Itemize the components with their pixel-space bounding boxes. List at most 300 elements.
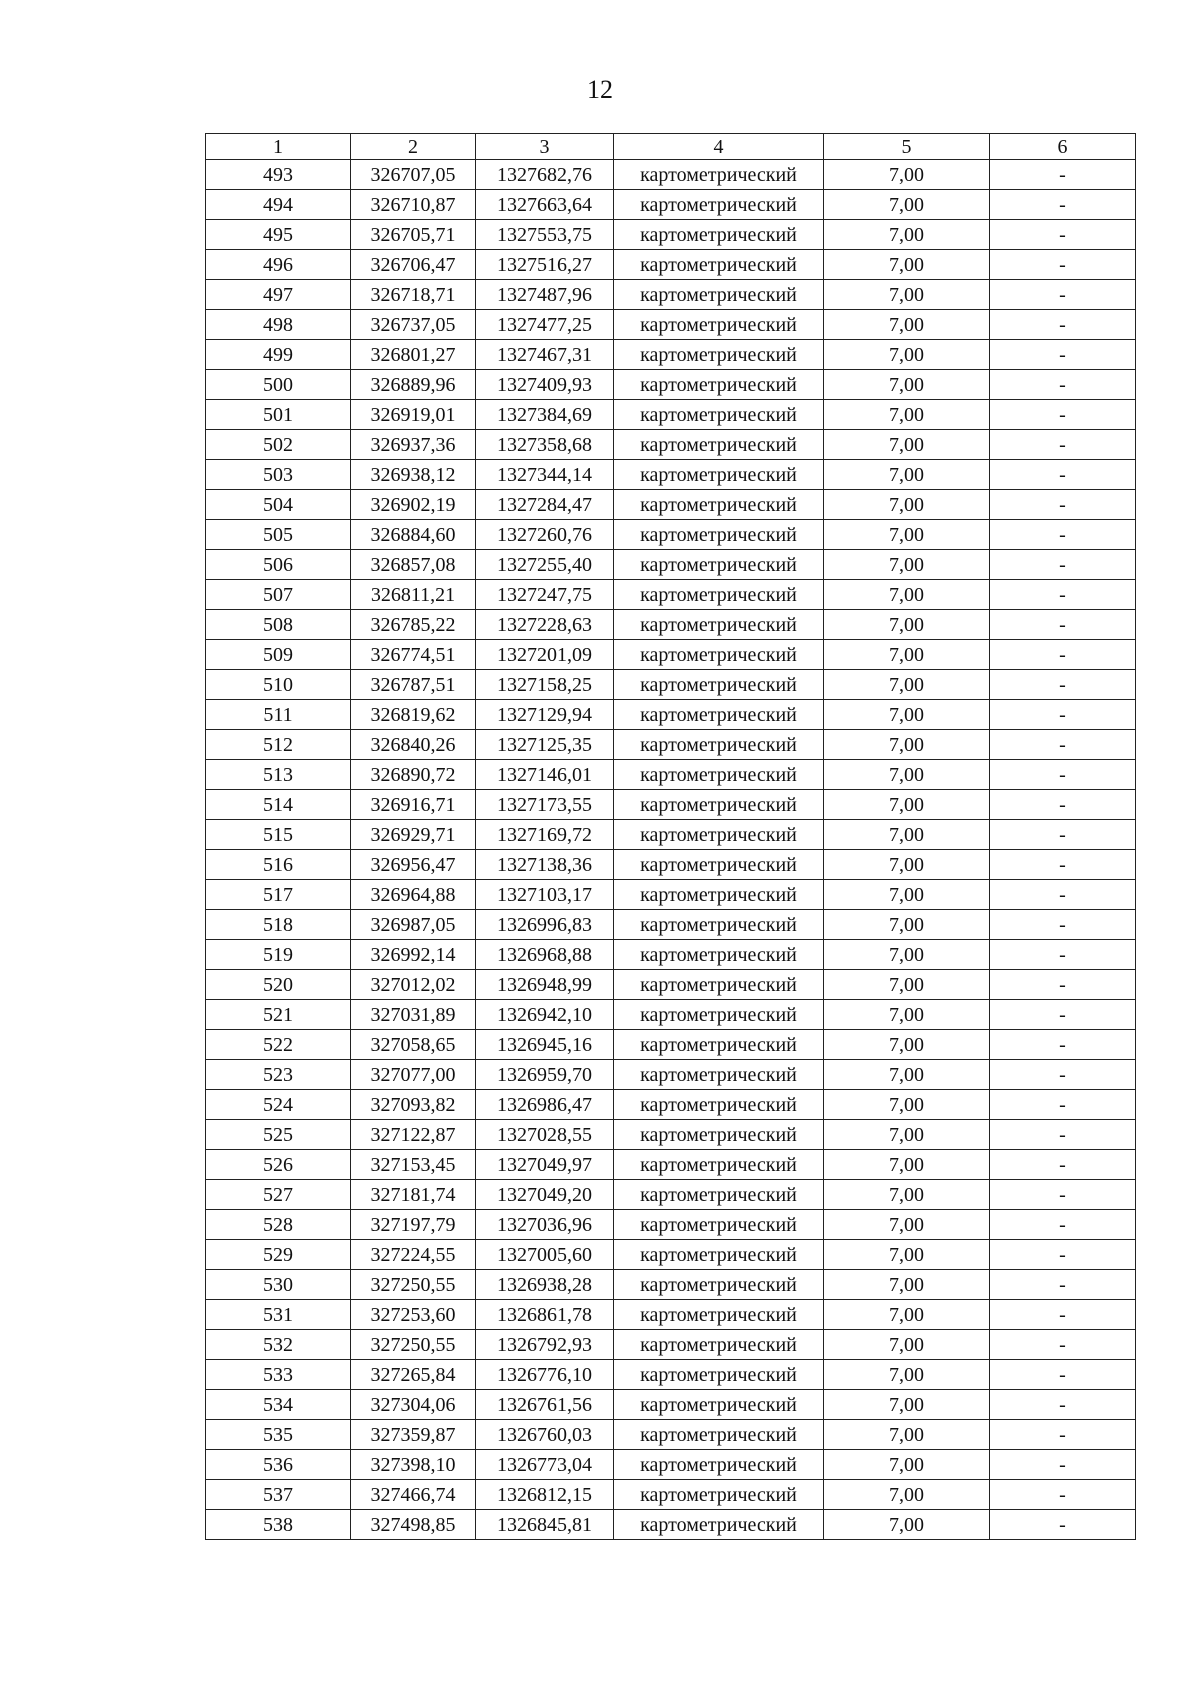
y-coordinate-cell: 1327284,47 — [476, 490, 614, 520]
description-cell: - — [990, 940, 1136, 970]
x-coordinate-cell: 326964,88 — [351, 880, 476, 910]
x-coordinate-cell: 327012,02 — [351, 970, 476, 1000]
point-number-cell: 534 — [206, 1390, 351, 1420]
table-row — [206, 1360, 1136, 1390]
method-cell: картометрический — [614, 1210, 824, 1240]
method-cell: картометрический — [614, 340, 824, 370]
point-number-cell: 528 — [206, 1210, 351, 1240]
accuracy-cell: 7,00 — [824, 820, 990, 850]
method-cell: картометрический — [614, 790, 824, 820]
description-cell: - — [990, 1420, 1136, 1450]
table-row — [206, 1150, 1136, 1180]
point-number-cell: 494 — [206, 190, 351, 220]
method-cell: картометрический — [614, 880, 824, 910]
method-cell: картометрический — [614, 430, 824, 460]
table-row — [206, 490, 1136, 520]
table-row — [206, 1390, 1136, 1420]
point-number-cell: 525 — [206, 1120, 351, 1150]
y-coordinate-cell: 1327169,72 — [476, 820, 614, 850]
table-row — [206, 220, 1136, 250]
accuracy-cell: 7,00 — [824, 340, 990, 370]
y-coordinate-cell: 1327384,69 — [476, 400, 614, 430]
y-coordinate-cell: 1327049,20 — [476, 1180, 614, 1210]
x-coordinate-cell: 327153,45 — [351, 1150, 476, 1180]
x-coordinate-cell: 326819,62 — [351, 700, 476, 730]
x-coordinate-cell: 326916,71 — [351, 790, 476, 820]
x-coordinate-cell: 326929,71 — [351, 820, 476, 850]
accuracy-cell: 7,00 — [824, 250, 990, 280]
method-cell: картометрический — [614, 1450, 824, 1480]
method-cell: картометрический — [614, 490, 824, 520]
accuracy-cell: 7,00 — [824, 1000, 990, 1030]
table-row — [206, 790, 1136, 820]
point-number-cell: 497 — [206, 280, 351, 310]
y-coordinate-cell: 1327103,17 — [476, 880, 614, 910]
y-coordinate-cell: 1327228,63 — [476, 610, 614, 640]
accuracy-cell: 7,00 — [824, 1270, 990, 1300]
table-row — [206, 610, 1136, 640]
x-coordinate-cell: 326902,19 — [351, 490, 476, 520]
method-cell: картометрический — [614, 760, 824, 790]
y-coordinate-cell: 1327516,27 — [476, 250, 614, 280]
point-number-cell: 535 — [206, 1420, 351, 1450]
point-number-cell: 516 — [206, 850, 351, 880]
description-cell: - — [990, 1090, 1136, 1120]
method-cell: картометрический — [614, 190, 824, 220]
accuracy-cell: 7,00 — [824, 730, 990, 760]
x-coordinate-cell: 326840,26 — [351, 730, 476, 760]
description-cell: - — [990, 190, 1136, 220]
table-row — [206, 280, 1136, 310]
y-coordinate-cell: 1326845,81 — [476, 1510, 614, 1540]
method-cell: картометрический — [614, 310, 824, 340]
x-coordinate-cell: 327466,74 — [351, 1480, 476, 1510]
point-number-cell: 531 — [206, 1300, 351, 1330]
description-cell: - — [990, 250, 1136, 280]
y-coordinate-cell: 1327477,25 — [476, 310, 614, 340]
description-cell: - — [990, 850, 1136, 880]
method-cell: картометрический — [614, 1090, 824, 1120]
x-coordinate-cell: 327077,00 — [351, 1060, 476, 1090]
y-coordinate-cell: 1326773,04 — [476, 1450, 614, 1480]
y-coordinate-cell: 1326776,10 — [476, 1360, 614, 1390]
x-coordinate-cell: 326705,71 — [351, 220, 476, 250]
x-coordinate-cell: 327250,55 — [351, 1330, 476, 1360]
method-cell: картометрический — [614, 400, 824, 430]
point-number-cell: 509 — [206, 640, 351, 670]
table-row — [206, 1120, 1136, 1150]
y-coordinate-cell: 1327255,40 — [476, 550, 614, 580]
table-row — [206, 340, 1136, 370]
table-row — [206, 460, 1136, 490]
accuracy-cell: 7,00 — [824, 700, 990, 730]
x-coordinate-cell: 326718,71 — [351, 280, 476, 310]
method-cell: картометрический — [614, 1390, 824, 1420]
description-cell: - — [990, 760, 1136, 790]
accuracy-cell: 7,00 — [824, 310, 990, 340]
point-number-cell: 504 — [206, 490, 351, 520]
method-cell: картометрический — [614, 280, 824, 310]
y-coordinate-cell: 1326968,88 — [476, 940, 614, 970]
accuracy-cell: 7,00 — [824, 280, 990, 310]
y-coordinate-cell: 1326938,28 — [476, 1270, 614, 1300]
point-number-cell: 518 — [206, 910, 351, 940]
accuracy-cell: 7,00 — [824, 1480, 990, 1510]
accuracy-cell: 7,00 — [824, 160, 990, 190]
accuracy-cell: 7,00 — [824, 220, 990, 250]
column-header: 6 — [990, 134, 1136, 160]
accuracy-cell: 7,00 — [824, 1450, 990, 1480]
table-row — [206, 820, 1136, 850]
accuracy-cell: 7,00 — [824, 1030, 990, 1060]
y-coordinate-cell: 1327028,55 — [476, 1120, 614, 1150]
description-cell: - — [990, 1480, 1136, 1510]
method-cell: картометрический — [614, 820, 824, 850]
y-coordinate-cell: 1327005,60 — [476, 1240, 614, 1270]
description-cell: - — [990, 1030, 1136, 1060]
accuracy-cell: 7,00 — [824, 880, 990, 910]
table-row — [206, 160, 1136, 190]
y-coordinate-cell: 1327158,25 — [476, 670, 614, 700]
table-row — [206, 1450, 1136, 1480]
x-coordinate-cell: 326857,08 — [351, 550, 476, 580]
x-coordinate-cell: 326785,22 — [351, 610, 476, 640]
table-row — [206, 580, 1136, 610]
description-cell: - — [990, 1510, 1136, 1540]
description-cell: - — [990, 400, 1136, 430]
method-cell: картометрический — [614, 1060, 824, 1090]
table-row — [206, 1480, 1136, 1510]
x-coordinate-cell: 326919,01 — [351, 400, 476, 430]
method-cell: картометрический — [614, 910, 824, 940]
description-cell: - — [990, 790, 1136, 820]
point-number-cell: 517 — [206, 880, 351, 910]
method-cell: картометрический — [614, 460, 824, 490]
point-number-cell: 505 — [206, 520, 351, 550]
accuracy-cell: 7,00 — [824, 1300, 990, 1330]
description-cell: - — [990, 220, 1136, 250]
table-row — [206, 1510, 1136, 1540]
table-row — [206, 310, 1136, 340]
table-row — [206, 1000, 1136, 1030]
method-cell: картометрический — [614, 1150, 824, 1180]
point-number-cell: 498 — [206, 310, 351, 340]
point-number-cell: 513 — [206, 760, 351, 790]
point-number-cell: 512 — [206, 730, 351, 760]
table-row — [206, 1240, 1136, 1270]
point-number-cell: 511 — [206, 700, 351, 730]
accuracy-cell: 7,00 — [824, 490, 990, 520]
description-cell: - — [990, 910, 1136, 940]
method-cell: картометрический — [614, 970, 824, 1000]
description-cell: - — [990, 970, 1136, 1000]
x-coordinate-cell: 327197,79 — [351, 1210, 476, 1240]
x-coordinate-cell: 326890,72 — [351, 760, 476, 790]
y-coordinate-cell: 1327409,93 — [476, 370, 614, 400]
table-body — [206, 160, 1136, 1540]
method-cell: картометрический — [614, 370, 824, 400]
accuracy-cell: 7,00 — [824, 1180, 990, 1210]
table-row — [206, 1270, 1136, 1300]
table-row — [206, 190, 1136, 220]
y-coordinate-cell: 1327467,31 — [476, 340, 614, 370]
accuracy-cell: 7,00 — [824, 430, 990, 460]
x-coordinate-cell: 326889,96 — [351, 370, 476, 400]
y-coordinate-cell: 1327173,55 — [476, 790, 614, 820]
x-coordinate-cell: 326787,51 — [351, 670, 476, 700]
description-cell: - — [990, 160, 1136, 190]
accuracy-cell: 7,00 — [824, 940, 990, 970]
accuracy-cell: 7,00 — [824, 1150, 990, 1180]
method-cell: картометрический — [614, 1180, 824, 1210]
method-cell: картометрический — [614, 550, 824, 580]
description-cell: - — [990, 1000, 1136, 1030]
method-cell: картометрический — [614, 220, 824, 250]
point-number-cell: 524 — [206, 1090, 351, 1120]
point-number-cell: 538 — [206, 1510, 351, 1540]
point-number-cell: 508 — [206, 610, 351, 640]
x-coordinate-cell: 327181,74 — [351, 1180, 476, 1210]
description-cell: - — [990, 1270, 1136, 1300]
y-coordinate-cell: 1326986,47 — [476, 1090, 614, 1120]
description-cell: - — [990, 1300, 1136, 1330]
accuracy-cell: 7,00 — [824, 1210, 990, 1240]
y-coordinate-cell: 1327487,96 — [476, 280, 614, 310]
x-coordinate-cell: 327250,55 — [351, 1270, 476, 1300]
x-coordinate-cell: 327253,60 — [351, 1300, 476, 1330]
accuracy-cell: 7,00 — [824, 580, 990, 610]
table-row — [206, 250, 1136, 280]
accuracy-cell: 7,00 — [824, 610, 990, 640]
column-header: 2 — [351, 134, 476, 160]
table-row — [206, 1090, 1136, 1120]
table-row — [206, 700, 1136, 730]
description-cell: - — [990, 580, 1136, 610]
y-coordinate-cell: 1327201,09 — [476, 640, 614, 670]
method-cell: картометрический — [614, 670, 824, 700]
accuracy-cell: 7,00 — [824, 1060, 990, 1090]
point-number-cell: 526 — [206, 1150, 351, 1180]
x-coordinate-cell: 327498,85 — [351, 1510, 476, 1540]
point-number-cell: 523 — [206, 1060, 351, 1090]
accuracy-cell: 7,00 — [824, 400, 990, 430]
x-coordinate-cell: 326737,05 — [351, 310, 476, 340]
point-number-cell: 502 — [206, 430, 351, 460]
y-coordinate-cell: 1327663,64 — [476, 190, 614, 220]
table-row — [206, 760, 1136, 790]
method-cell: картометрический — [614, 850, 824, 880]
y-coordinate-cell: 1327049,97 — [476, 1150, 614, 1180]
table-row — [206, 910, 1136, 940]
accuracy-cell: 7,00 — [824, 1360, 990, 1390]
accuracy-cell: 7,00 — [824, 1420, 990, 1450]
point-number-cell: 496 — [206, 250, 351, 280]
y-coordinate-cell: 1326959,70 — [476, 1060, 614, 1090]
x-coordinate-cell: 326707,05 — [351, 160, 476, 190]
method-cell: картометрический — [614, 1000, 824, 1030]
y-coordinate-cell: 1326861,78 — [476, 1300, 614, 1330]
description-cell: - — [990, 550, 1136, 580]
accuracy-cell: 7,00 — [824, 1330, 990, 1360]
point-number-cell: 507 — [206, 580, 351, 610]
method-cell: картометрический — [614, 1240, 824, 1270]
description-cell: - — [990, 340, 1136, 370]
y-coordinate-cell: 1326760,03 — [476, 1420, 614, 1450]
y-coordinate-cell: 1326812,15 — [476, 1480, 614, 1510]
y-coordinate-cell: 1327138,36 — [476, 850, 614, 880]
method-cell: картометрический — [614, 1120, 824, 1150]
table-row — [206, 1330, 1136, 1360]
point-number-cell: 536 — [206, 1450, 351, 1480]
method-cell: картометрический — [614, 160, 824, 190]
column-header: 5 — [824, 134, 990, 160]
point-number-cell: 500 — [206, 370, 351, 400]
table-row — [206, 400, 1136, 430]
description-cell: - — [990, 700, 1136, 730]
x-coordinate-cell: 327398,10 — [351, 1450, 476, 1480]
table-row — [206, 1300, 1136, 1330]
description-cell: - — [990, 370, 1136, 400]
table-row — [206, 850, 1136, 880]
description-cell: - — [990, 520, 1136, 550]
x-coordinate-cell: 327265,84 — [351, 1360, 476, 1390]
y-coordinate-cell: 1326942,10 — [476, 1000, 614, 1030]
accuracy-cell: 7,00 — [824, 970, 990, 1000]
y-coordinate-cell: 1326948,99 — [476, 970, 614, 1000]
description-cell: - — [990, 460, 1136, 490]
description-cell: - — [990, 1210, 1136, 1240]
table-row — [206, 1210, 1136, 1240]
method-cell: картометрический — [614, 940, 824, 970]
x-coordinate-cell: 326706,47 — [351, 250, 476, 280]
point-number-cell: 519 — [206, 940, 351, 970]
page-number: 12 — [587, 75, 613, 104]
method-cell: картометрический — [614, 1030, 824, 1060]
column-header: 3 — [476, 134, 614, 160]
table-row — [206, 370, 1136, 400]
accuracy-cell: 7,00 — [824, 790, 990, 820]
point-number-cell: 521 — [206, 1000, 351, 1030]
description-cell: - — [990, 730, 1136, 760]
accuracy-cell: 7,00 — [824, 190, 990, 220]
y-coordinate-cell: 1326996,83 — [476, 910, 614, 940]
y-coordinate-cell: 1327036,96 — [476, 1210, 614, 1240]
table-row — [206, 550, 1136, 580]
table-row — [206, 1180, 1136, 1210]
accuracy-cell: 7,00 — [824, 1120, 990, 1150]
description-cell: - — [990, 1330, 1136, 1360]
description-cell: - — [990, 430, 1136, 460]
description-cell: - — [990, 1120, 1136, 1150]
point-number-cell: 520 — [206, 970, 351, 1000]
point-number-cell: 537 — [206, 1480, 351, 1510]
table-row — [206, 430, 1136, 460]
description-cell: - — [990, 640, 1136, 670]
table-row — [206, 940, 1136, 970]
point-number-cell: 514 — [206, 790, 351, 820]
y-coordinate-cell: 1327358,68 — [476, 430, 614, 460]
method-cell: картометрический — [614, 730, 824, 760]
description-cell: - — [990, 670, 1136, 700]
column-header: 4 — [614, 134, 824, 160]
y-coordinate-cell: 1327344,14 — [476, 460, 614, 490]
description-cell: - — [990, 280, 1136, 310]
description-cell: - — [990, 1390, 1136, 1420]
x-coordinate-cell: 326801,27 — [351, 340, 476, 370]
accuracy-cell: 7,00 — [824, 1390, 990, 1420]
method-cell: картометрический — [614, 610, 824, 640]
table-row — [206, 640, 1136, 670]
accuracy-cell: 7,00 — [824, 640, 990, 670]
table-row — [206, 1060, 1136, 1090]
accuracy-cell: 7,00 — [824, 370, 990, 400]
accuracy-cell: 7,00 — [824, 910, 990, 940]
x-coordinate-cell: 327304,06 — [351, 1390, 476, 1420]
description-cell: - — [990, 880, 1136, 910]
y-coordinate-cell: 1327125,35 — [476, 730, 614, 760]
accuracy-cell: 7,00 — [824, 460, 990, 490]
point-number-cell: 522 — [206, 1030, 351, 1060]
accuracy-cell: 7,00 — [824, 760, 990, 790]
method-cell: картометрический — [614, 250, 824, 280]
description-cell: - — [990, 820, 1136, 850]
table-row — [206, 1420, 1136, 1450]
x-coordinate-cell: 327093,82 — [351, 1090, 476, 1120]
point-number-cell: 493 — [206, 160, 351, 190]
column-header: 1 — [206, 134, 351, 160]
table-row — [206, 970, 1136, 1000]
point-number-cell: 533 — [206, 1360, 351, 1390]
accuracy-cell: 7,00 — [824, 1240, 990, 1270]
x-coordinate-cell: 326774,51 — [351, 640, 476, 670]
y-coordinate-cell: 1326945,16 — [476, 1030, 614, 1060]
method-cell: картометрический — [614, 1330, 824, 1360]
x-coordinate-cell: 326938,12 — [351, 460, 476, 490]
point-number-cell: 503 — [206, 460, 351, 490]
method-cell: картометрический — [614, 640, 824, 670]
method-cell: картометрический — [614, 1510, 824, 1540]
method-cell: картометрический — [614, 1360, 824, 1390]
y-coordinate-cell: 1327247,75 — [476, 580, 614, 610]
x-coordinate-cell: 326811,21 — [351, 580, 476, 610]
point-number-cell: 527 — [206, 1180, 351, 1210]
accuracy-cell: 7,00 — [824, 520, 990, 550]
description-cell: - — [990, 490, 1136, 520]
y-coordinate-cell: 1326761,56 — [476, 1390, 614, 1420]
description-cell: - — [990, 310, 1136, 340]
description-cell: - — [990, 1150, 1136, 1180]
description-cell: - — [990, 1360, 1136, 1390]
method-cell: картометрический — [614, 580, 824, 610]
method-cell: картометрический — [614, 1270, 824, 1300]
y-coordinate-cell: 1327553,75 — [476, 220, 614, 250]
point-number-cell: 499 — [206, 340, 351, 370]
method-cell: картометрический — [614, 1420, 824, 1450]
table-row — [206, 520, 1136, 550]
point-number-cell: 501 — [206, 400, 351, 430]
point-number-cell: 530 — [206, 1270, 351, 1300]
point-number-cell: 532 — [206, 1330, 351, 1360]
y-coordinate-cell: 1327682,76 — [476, 160, 614, 190]
accuracy-cell: 7,00 — [824, 550, 990, 580]
x-coordinate-cell: 326884,60 — [351, 520, 476, 550]
point-number-cell: 506 — [206, 550, 351, 580]
method-cell: картометрический — [614, 1480, 824, 1510]
point-number-cell: 495 — [206, 220, 351, 250]
y-coordinate-cell: 1326792,93 — [476, 1330, 614, 1360]
y-coordinate-cell: 1327129,94 — [476, 700, 614, 730]
x-coordinate-cell: 326992,14 — [351, 940, 476, 970]
